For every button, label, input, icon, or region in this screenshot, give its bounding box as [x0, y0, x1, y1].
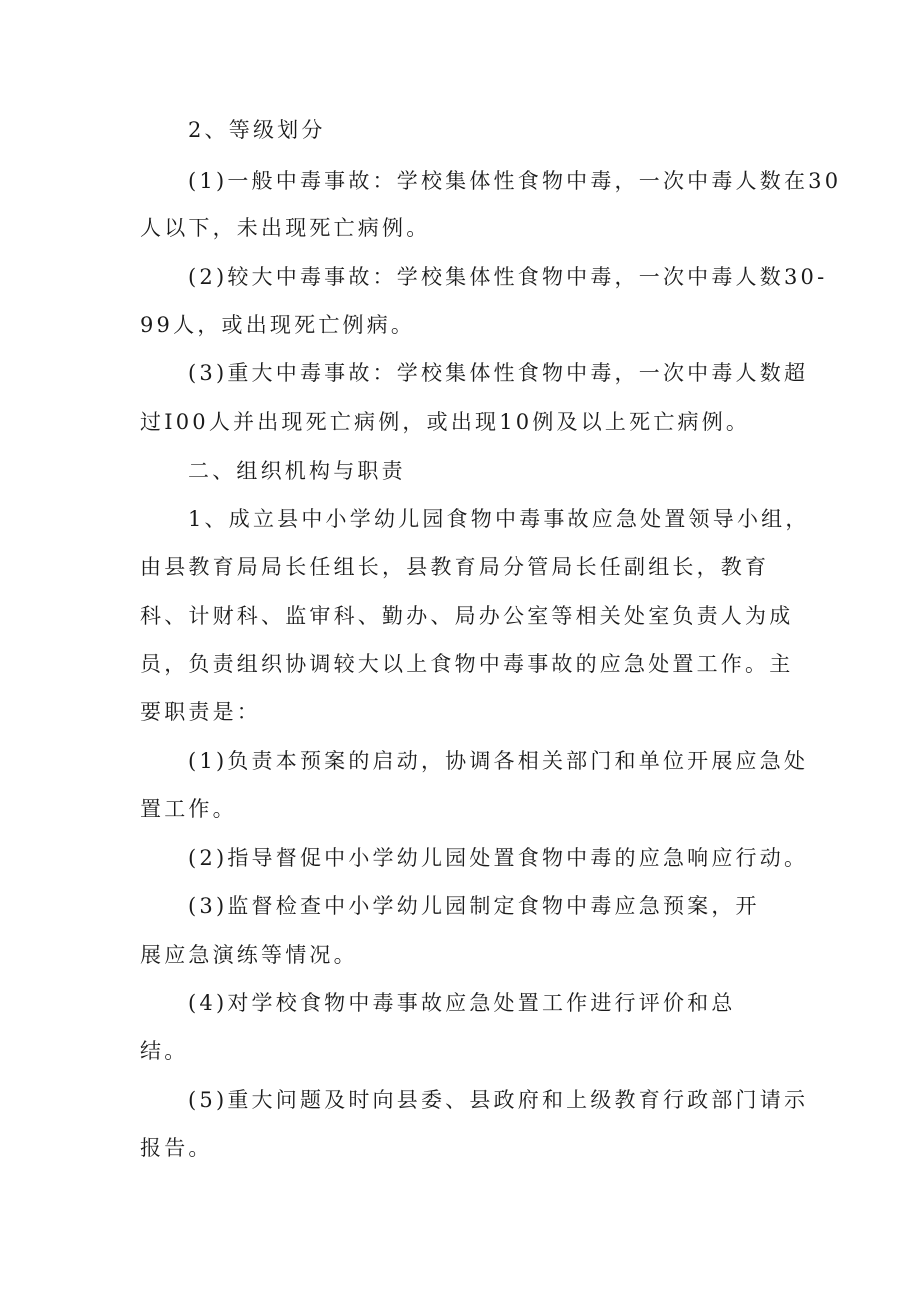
paragraph-line: (3)监督检查中小学幼儿园制定食物中毒应急预案，开: [188, 894, 760, 918]
section-heading-organization: 二、组织机构与职责: [188, 459, 406, 483]
paragraph-line: (2)较大中毒事故：学校集体性食物中毒，一次中毒人数30-: [188, 265, 828, 289]
paragraph-line: (2)指导督促中小学幼儿园处置食物中毒的应急响应行动。: [188, 846, 809, 870]
paragraph-line: 要职责是：: [140, 700, 261, 724]
paragraph-line: (5)重大问题及时向县委、县政府和上级教育行政部门请示: [188, 1088, 809, 1112]
paragraph-line: 结。: [140, 1039, 189, 1063]
paragraph-line: 过I00人并出现死亡病例，或出现10例及以上死亡病例。: [140, 410, 751, 434]
paragraph-line: (4)对学校食物中毒事故应急处置工作进行评价和总: [188, 991, 736, 1015]
paragraph-line: (1)负责本预案的启动，协调各相关部门和单位开展应急处: [188, 749, 809, 773]
paragraph-line: 展应急演练等情况。: [140, 943, 358, 967]
paragraph-line: 报告。: [140, 1136, 213, 1160]
section-heading-grading: 2、等级划分: [188, 118, 326, 142]
paragraph-line: 由县教育局局长任组长，县教育局分管局长任副组长，教育: [140, 555, 770, 579]
paragraph-line: 人以下，未出现死亡病例。: [140, 216, 431, 240]
paragraph-line: 员，负责组织协调较大以上食物中毒事故的应急处置工作。主: [140, 652, 794, 676]
paragraph-line: 科、计财科、监审科、勤办、局办公室等相关处室负责人为成: [140, 604, 794, 628]
paragraph-line: 99人，或出现死亡例病。: [140, 313, 416, 337]
paragraph-line: 置工作。: [140, 797, 237, 821]
paragraph-line: (3)重大中毒事故：学校集体性食物中毒，一次中毒人数超: [188, 361, 809, 385]
paragraph-line: 1、成立县中小学幼儿园食物中毒事故应急处置领导小组，: [188, 507, 810, 531]
paragraph-line: (1)一般中毒事故：学校集体性食物中毒，一次中毒人数在30: [188, 169, 842, 193]
